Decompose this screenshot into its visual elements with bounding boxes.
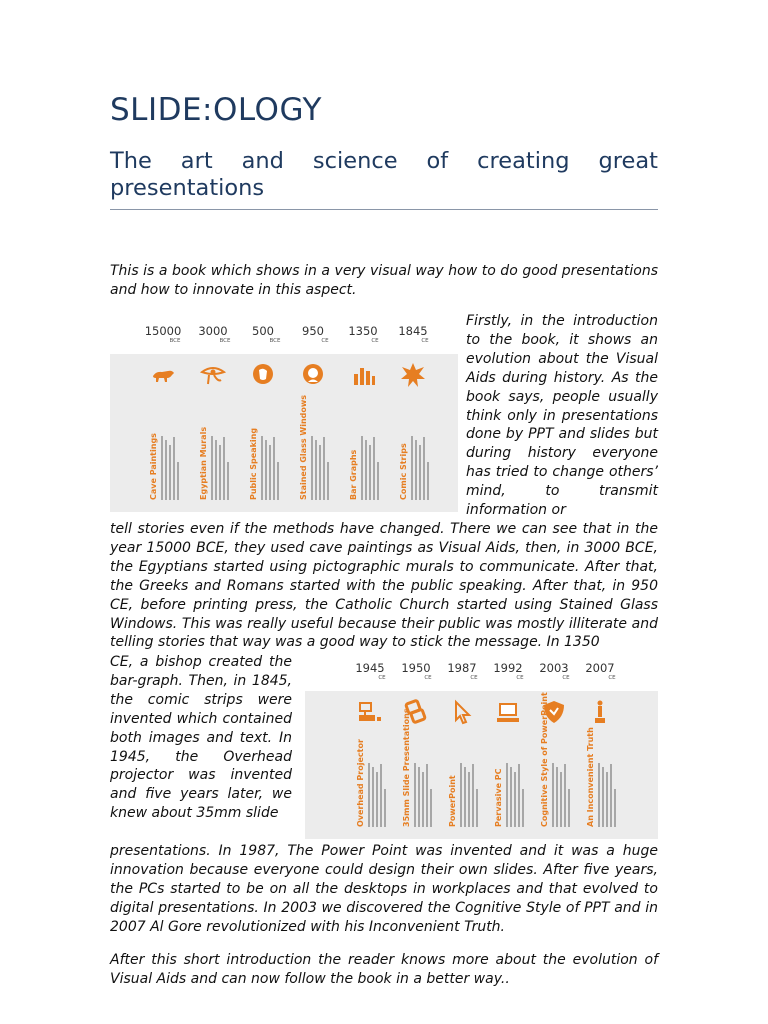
timeline-year: 1987 <box>447 661 477 675</box>
timeline-event-description <box>411 436 431 500</box>
timeline-year: 15000 <box>144 324 182 338</box>
timeline-year: 1945 <box>355 661 385 675</box>
timeline-event-description <box>211 436 231 500</box>
timeline-event-label: Comic Strips <box>399 443 408 500</box>
timeline-year: 500 <box>252 324 274 338</box>
stained-glass-icon <box>300 362 326 388</box>
comic-burst-icon <box>400 362 426 388</box>
left-column-paragraph: CE, a bishop created the bar-graph. Then, in 1845, the comic strips were invented which contained both images and text. In 1945, the Overhead projector was invented and five years later, we knew about 35mm slide <box>110 654 292 822</box>
timeline-event-description <box>361 436 381 500</box>
history-paragraph: tell stories even if the methods have changed. There we can see that in the year 15000 BCE, they used cave paintings as Visual Aids, then, in 3000 BCE, the Egyptians started using pictographic murals to communicate. After that, the Greeks and Romans started with the public speaking. After that, in 950 CE, before printing press, the Catholic Church started using Stained Glass Windows. This was really useful because their public was mostly illiterate and telling stories that way was a good way to stick the message. In 1350 <box>110 521 658 651</box>
timeline-event-description <box>161 436 181 500</box>
timeline-panel <box>305 691 658 839</box>
timeline-event-description <box>311 436 331 500</box>
timeline-event-label: Stained Glass Windows <box>299 394 308 500</box>
projector-icon <box>357 699 383 725</box>
document-title: SLIDE:OLOGY <box>110 92 322 128</box>
timeline-era: CE <box>562 675 570 681</box>
timeline-era: CE <box>371 338 379 344</box>
timeline-year: 1845 <box>398 324 428 338</box>
oscar-icon <box>587 699 613 725</box>
timeline-event-description <box>414 763 434 827</box>
intro-paragraph: This is a book which shows in a very visual way how to do good presentations and how to innovate in this aspect. <box>110 263 658 298</box>
timeline-event-label: PowerPoint <box>448 775 457 827</box>
computer-icon <box>495 699 521 725</box>
timeline-year: 3000 <box>198 324 228 338</box>
timeline-era: CE <box>470 675 478 681</box>
timeline-year: 1350 <box>348 324 378 338</box>
visual-aids-timeline-early <box>110 318 458 512</box>
timeline-era: CE <box>516 675 524 681</box>
document-subtitle: The art and science of creating great presentations <box>110 148 658 201</box>
timeline-event-label: Overhead Projector <box>356 739 365 827</box>
timeline-event-description <box>552 763 572 827</box>
timeline-era: BCE <box>169 338 181 344</box>
timeline-event-label: Egyptian Murals <box>199 426 208 500</box>
closing-paragraph: After this short introduction the reader knows more about the evolution of Visual Aids and can now follow the book in a better way.. <box>110 952 658 987</box>
right-column-paragraph: Firstly, in the introduction to the book, it shows an evolution about the Visual Aids during history. As the book says, people usually think only in presentations done by PPT and slides but during history everyone has tried to change others’ mind, to transmit information or <box>466 313 658 519</box>
timeline-era: CE <box>378 675 386 681</box>
bar-graph-icon <box>350 362 376 388</box>
title-divider <box>110 209 658 210</box>
timeline-year: 1950 <box>401 661 431 675</box>
timeline-era: CE <box>608 675 616 681</box>
timeline-era: CE <box>321 338 329 344</box>
cursor-icon <box>449 699 475 725</box>
timeline-event-label: An Inconvenient Truth <box>586 727 595 827</box>
timeline-event-description <box>368 763 388 827</box>
timeline-event-label: Pervasive PC <box>494 768 503 827</box>
timeline-era: CE <box>421 338 429 344</box>
timeline-year: 1992 <box>493 661 523 675</box>
modern-history-paragraph: presentations. In 1987, The Power Point was invented and it was a huge innovation because everyone could design their own slides. After five years, the PCs started to be on all the desktops in workplaces and that evolved to digital presentations. In 2003 we discovered the Cognitive Style of PPT and in 2007 Al Gore revolutionized with his Inconvenient Truth. <box>110 843 658 935</box>
timeline-year: 2007 <box>585 661 615 675</box>
timeline-event-description <box>460 763 480 827</box>
timeline-year: 2003 <box>539 661 569 675</box>
visual-aids-timeline-modern <box>305 655 658 839</box>
timeline-event-description <box>598 763 618 827</box>
timeline-year: 950 <box>302 324 324 338</box>
timeline-era: BCE <box>269 338 281 344</box>
timeline-years-row <box>110 318 458 354</box>
timeline-event-label: Cave Paintings <box>149 433 158 500</box>
timeline-event-description <box>506 763 526 827</box>
timeline-event-label: 35mm Slide Presentations <box>402 708 411 827</box>
timeline-era: CE <box>424 675 432 681</box>
timeline-event-label: Cognitive Style of PowerPoint <box>540 692 549 827</box>
timeline-era: BCE <box>219 338 231 344</box>
timeline-years-row <box>305 655 658 691</box>
bull-icon <box>150 362 176 388</box>
speaker-head-icon <box>250 362 276 388</box>
timeline-event-label: Public Speaking <box>249 427 258 500</box>
timeline-event-description <box>261 436 281 500</box>
timeline-panel <box>110 354 458 512</box>
timeline-event-label: Bar Graphs <box>349 449 358 500</box>
eye-of-horus-icon <box>200 362 226 388</box>
